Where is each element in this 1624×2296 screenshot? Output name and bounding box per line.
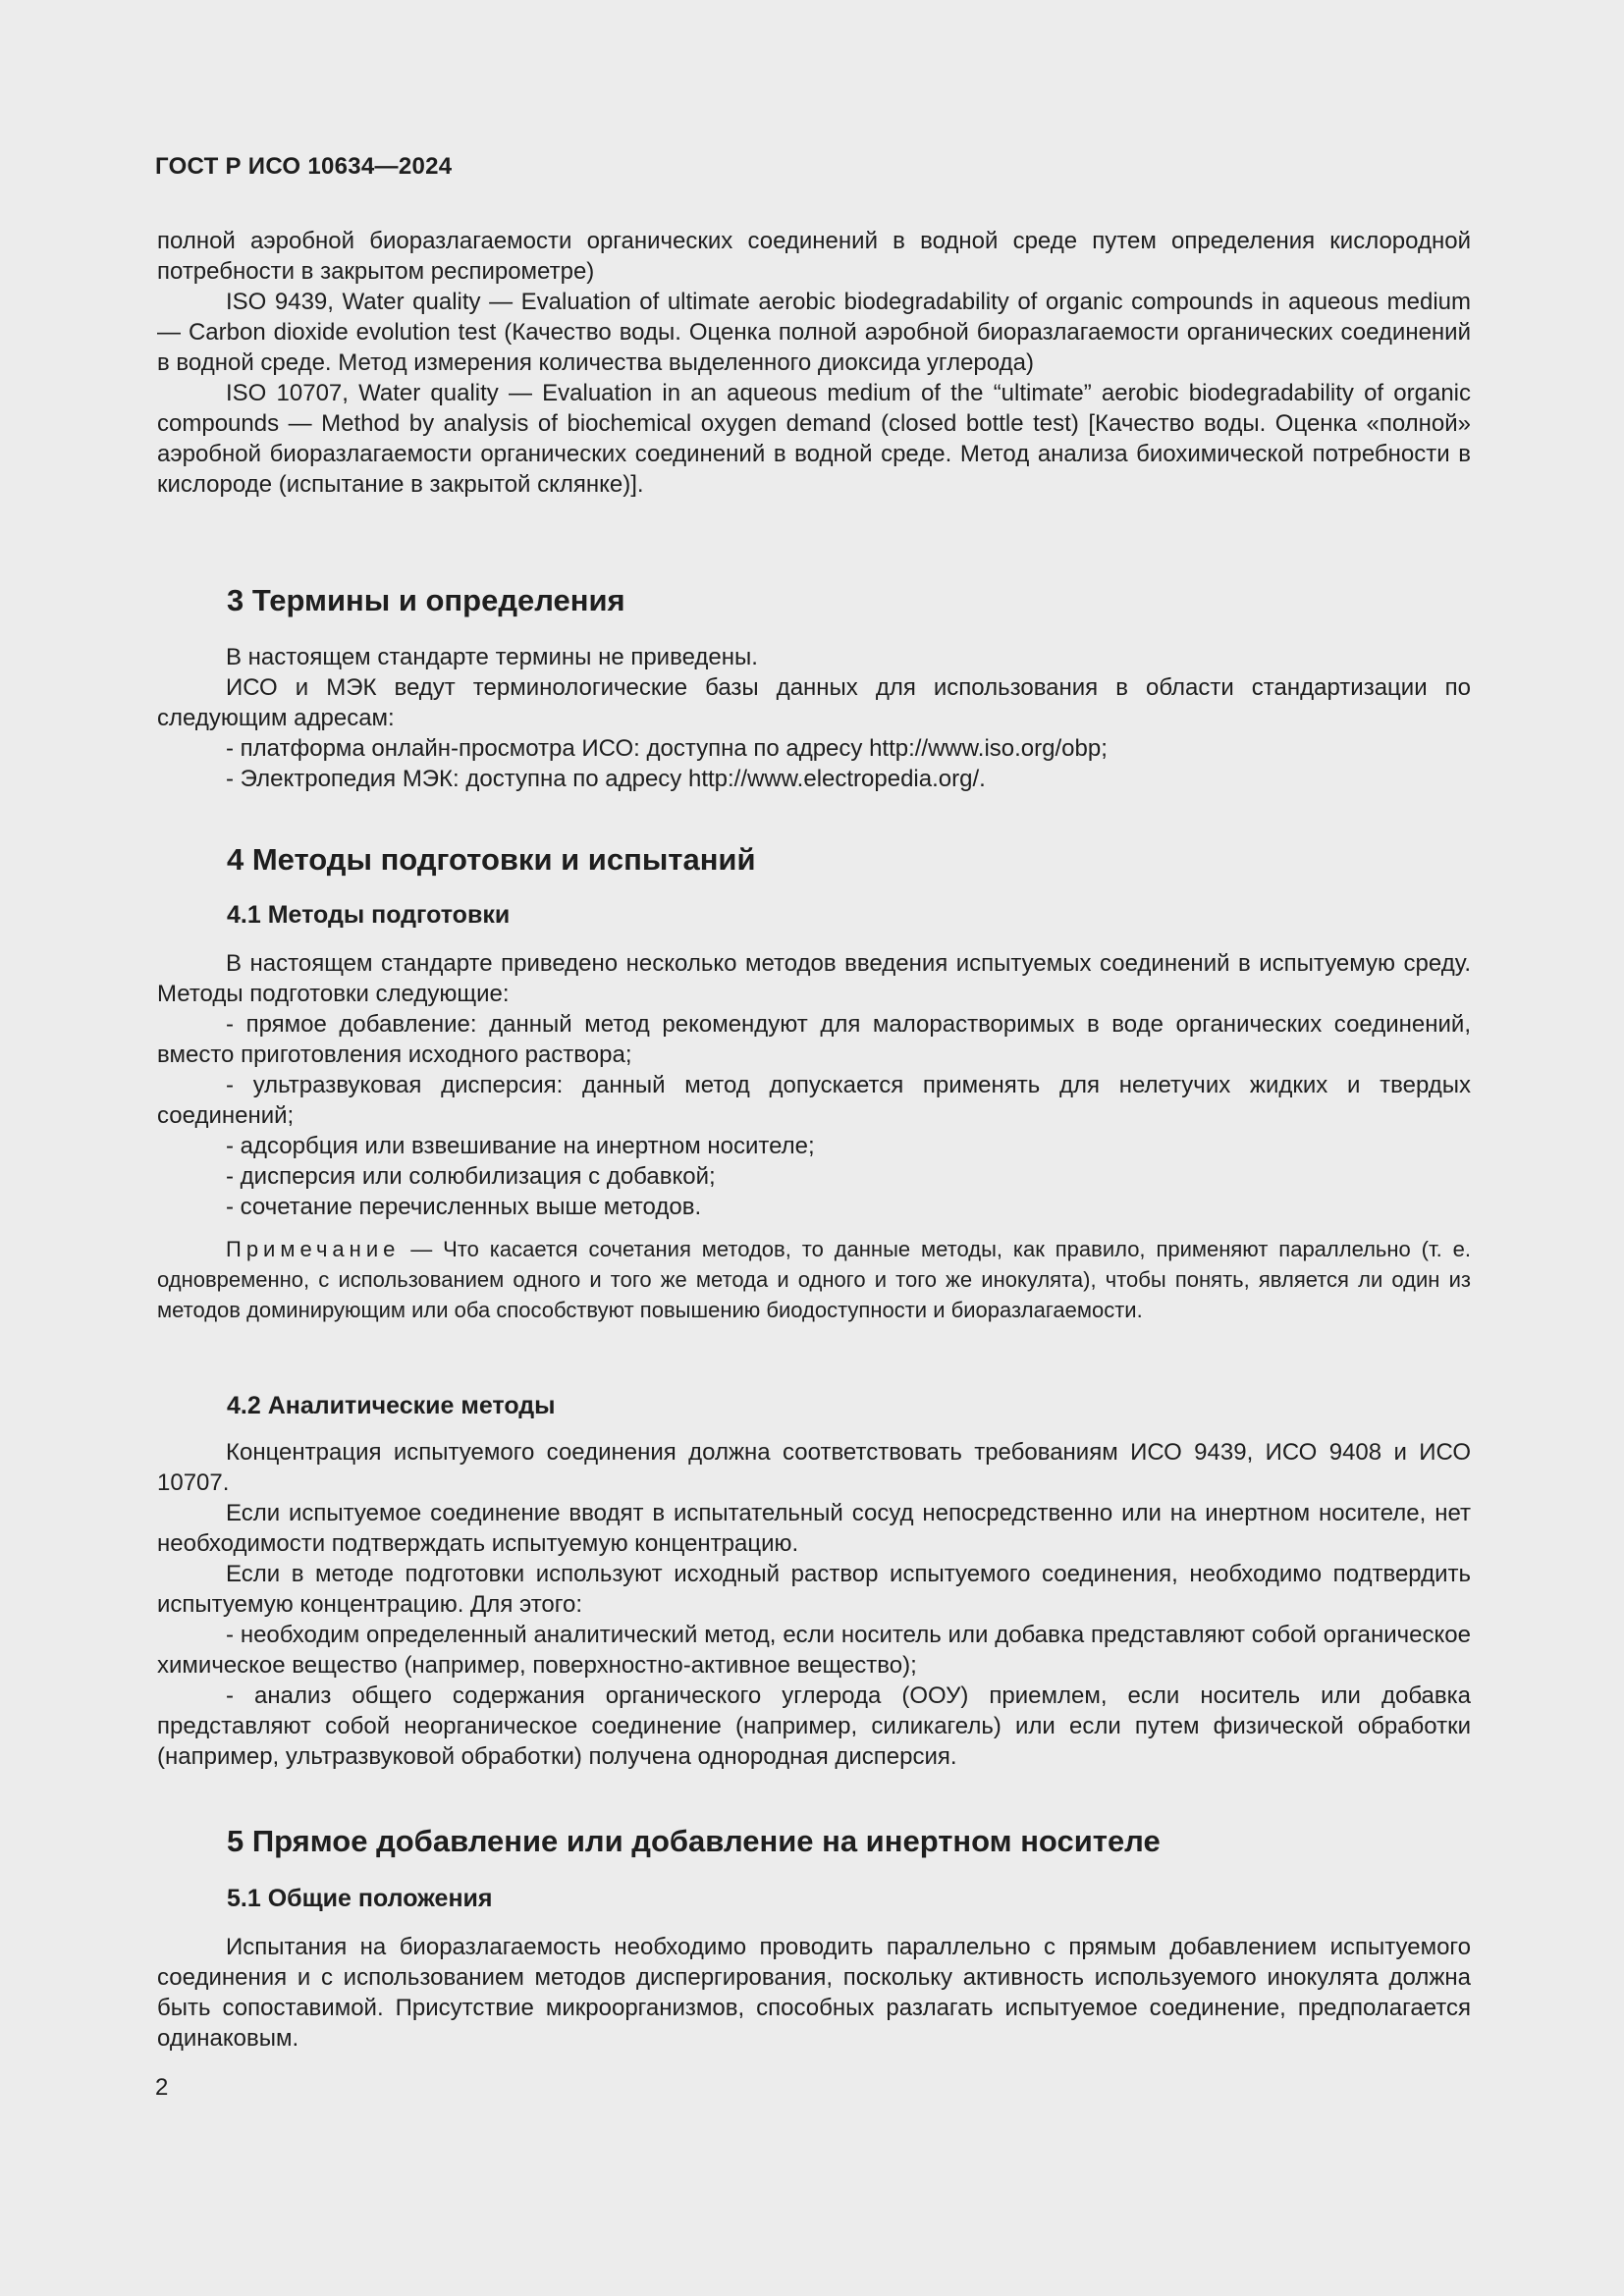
list-item: - Электропедия МЭК: доступна по адресу http://www.electropedia.org/. — [226, 766, 986, 792]
paragraph: В настоящем стандарте термины не приведены. — [226, 644, 758, 670]
paragraph: В настоящем стандарте приведено несколько методов введения испытуемых соединений в испытуемую среду. Методы подготовки следующие: — [157, 950, 1471, 1007]
page-number: 2 — [155, 2074, 169, 2101]
section-5-heading: 5 Прямое добавление или добавление на инертном носителе — [227, 1824, 1161, 1858]
paragraph: Испытания на биоразлагаемость необходимо проводить параллельно с прямым добавлением испытуемого соединения и с использованием методов диспергирования, поскольку активность используемого инокулята должна быть сопоставимой. Присутствие микроорганизмов, способных разлагать испытуемое соединение, предполагается одинаковым. — [157, 1934, 1471, 2052]
subsection-4-1-body — [157, 948, 1471, 1325]
document-code: ГОСТ Р ИСО 10634—2024 — [155, 153, 453, 180]
list-item: - адсорбция или взвешивание на инертном носителе; — [226, 1133, 815, 1159]
section-3-heading: 3 Термины и определения — [227, 583, 625, 617]
list-item: - сочетание перечисленных выше методов. — [226, 1194, 702, 1220]
paragraph: ISO 10707, Water quality — Evaluation in an aqueous medium of the “ultimate” aerobic biodegradability of organic compounds — Method by analysis of biochemical oxygen demand (closed bottle test) [Качество воды. Оценка «полной» аэробной биоразлагаемости органических соединений в водной среде. Метод анализа биохимической потребности в кислороде (испытание в закрытой склянке)]. — [157, 380, 1471, 498]
paragraph: Концентрация испытуемого соединения должна соответствовать требованиям ИСО 9439, ИСО 9408 и ИСО 10707. — [157, 1439, 1471, 1496]
paragraph: Если испытуемое соединение вводят в испытательный сосуд непосредственно или на инертном носителе, нет необходимости подтверждать испытуемую концентрацию. — [157, 1500, 1471, 1557]
section-4-heading: 4 Методы подготовки и испытаний — [227, 842, 756, 877]
section-3-body — [157, 642, 1471, 794]
paragraph: ИСО и МЭК ведут терминологические базы данных для использования в области стандартизации по следующим адресам: — [157, 674, 1471, 731]
note-label: Примечание — [226, 1237, 401, 1261]
subsection-4-2-heading: 4.2 Аналитические методы — [227, 1392, 556, 1419]
intro-block — [157, 226, 1471, 500]
list-item: - прямое добавление: данный метод рекомендуют для малорастворимых в воде органических соединений, вместо приготовления исходного раствора; — [157, 1011, 1471, 1068]
note-text: — Что касается сочетания методов, то данные методы, как правило, применяют параллельно (т. е. одновременно, с использованием одного и того же метода и одного и того же инокулята), чтобы понять, является ли один из методов доминирующим или оба способствуют повышению биодоступности и биоразлагаемости. — [157, 1237, 1471, 1322]
subsection-4-1-heading: 4.1 Методы подготовки — [227, 901, 511, 929]
paragraph: полной аэробной биоразлагаемости органических соединений в водной среде путем определения кислородной потребности в закрытом респирометре) — [157, 228, 1471, 285]
list-item: - платформа онлайн-просмотра ИСО: доступна по адресу http://www.iso.org/obp; — [226, 735, 1108, 762]
subsection-5-1-body — [157, 1932, 1471, 2054]
list-item: - дисперсия или солюбилизация с добавкой; — [226, 1163, 716, 1190]
list-item: - анализ общего содержания органического углерода (ООУ) приемлем, если носитель или добавка представляют собой неорганическое соединение (например, силикагель) или если путем физической обработки (например, ультразвуковой обработки) получена однородная дисперсия. — [157, 1682, 1471, 1770]
paragraph: Если в методе подготовки используют исходный раствор испытуемого соединения, необходимо подтвердить испытуемую концентрацию. Для этого: — [157, 1561, 1471, 1618]
list-item: - необходим определенный аналитический метод, если носитель или добавка представляют собой органическое химическое вещество (например, поверхностно-активное вещество); — [157, 1622, 1471, 1679]
subsection-4-2-body — [157, 1437, 1471, 1772]
list-item: - ультразвуковая дисперсия: данный метод допускается применять для нелетучих жидких и твердых соединений; — [157, 1072, 1471, 1129]
paragraph: ISO 9439, Water quality — Evaluation of ultimate aerobic biodegradability of organic compounds in aqueous medium — Carbon dioxide evolution test (Качество воды. Оценка полной аэробной биоразлагаемости органических соединений в водной среде. Метод измерения количества выделенного диоксида углерода) — [157, 289, 1471, 376]
subsection-5-1-heading: 5.1 Общие положения — [227, 1885, 493, 1912]
note — [157, 1234, 1471, 1325]
